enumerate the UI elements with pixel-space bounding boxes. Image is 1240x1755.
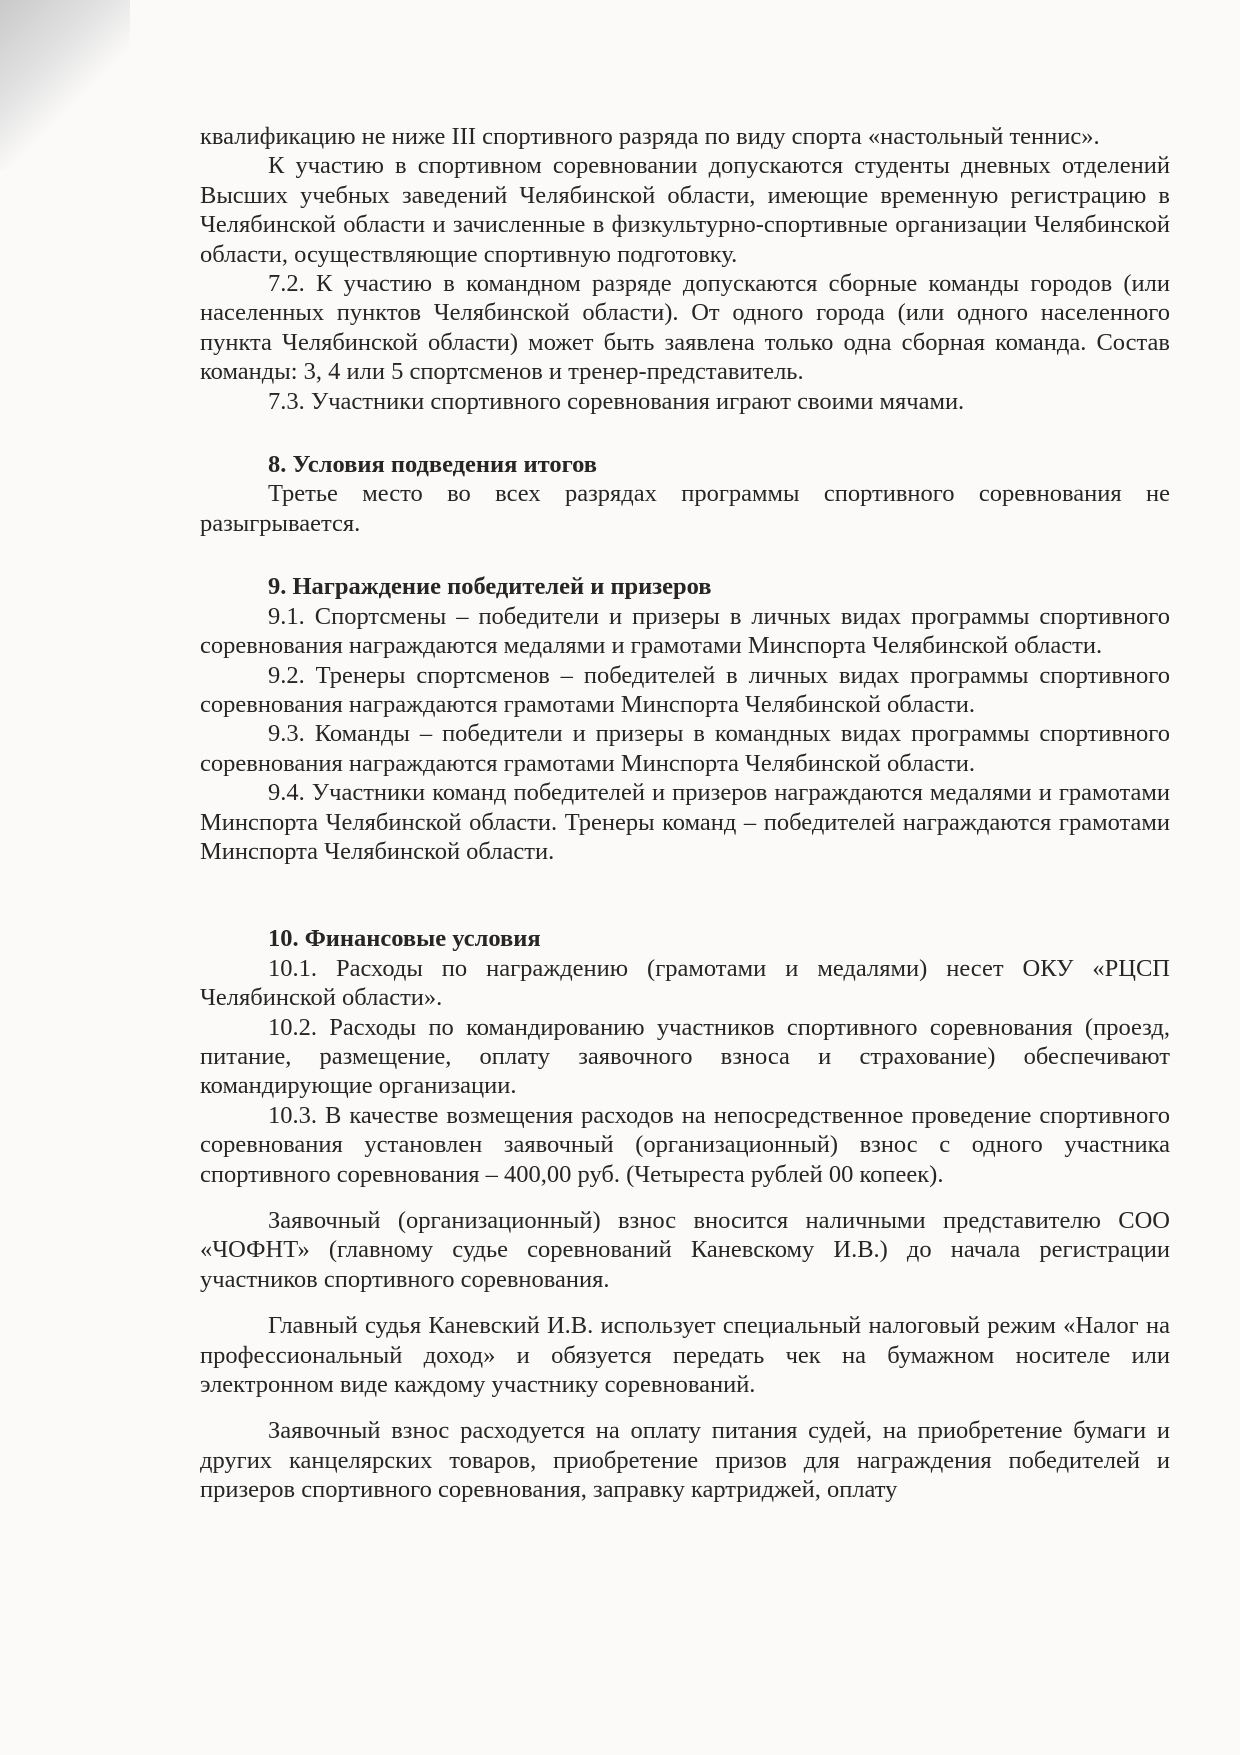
paragraph-third-place: Третье место во всех разрядах программы спортивного соревнования не разыгрывается. xyxy=(200,480,1170,537)
paragraph-9-1: 9.1. Спортсмены – победители и призеры в личных видах программы спортивного соревнования награждаются медалями и грамотами Минспорта Челябинской области. xyxy=(200,602,1170,660)
section-heading-9: 9. Награждение победителей и призеров xyxy=(268,573,712,601)
paragraph-tax-regime: Главный судья Каневский И.В. использует специальный налоговый режим «Налог на профессиональный доход» и обязуется передать чек на бумажном носителе или электронном виде каждому участнику соревнований. xyxy=(200,1312,1170,1399)
paragraph-7-2: 7.2. К участию в командном разряде допускаются сборные команды городов (или населенных пунктов Челябинской области). От одного города (или одного населенного пункта Челябинской области) может быть заявлена только одна сборная команда. Состав команды: 3, 4 или 5 спортсменов и тренер-представитель. xyxy=(200,270,1170,386)
paragraph-10-1: 10.1. Расходы по награждению (грамотами и медалями) несет ОКУ «РЦСП Челябинской области». xyxy=(200,954,1170,1012)
section-heading-10: 10. Финансовые условия xyxy=(268,925,541,953)
paragraph-9-3: 9.3. Команды – победители и призеры в командных видах программы спортивного соревнования награждаются грамотами Минспорта Челябинской области. xyxy=(200,720,1170,777)
paragraph-10-3: 10.3. В качестве возмещения расходов на непосредственное проведение спортивного соревнования установлен заявочный (организационный) взнос с одного участника спортивного соревнования – 400,00 руб. (Четыреста рублей 00 копеек). xyxy=(200,1101,1170,1188)
paragraph-fee-payment: Заявочный (организационный) взнос вносится наличными представителю СОО «ЧОФНТ» (главному судье соревнований Каневскому И.В.) до начала регистрации участников спортивного соревнования. xyxy=(200,1207,1170,1293)
paragraph-qualification: квалификацию не ниже III спортивного разряда по виду спорта «настольный теннис». xyxy=(200,123,1100,150)
paragraph-9-4: 9.4. Участники команд победителей и призеров награждаются медалями и грамотами Минспорта Челябинской области. Тренеры команд – победителей награждаются грамотами Минспорта Челябинской области. xyxy=(200,779,1170,865)
section-heading-8: 8. Условия подведения итогов xyxy=(268,451,598,479)
paragraph-9-2: 9.2. Тренеры спортсменов – победителей в личных видах программы спортивного соревнования награждаются грамотами Минспорта Челябинской области. xyxy=(200,661,1170,718)
paragraph-7-3: 7.3. Участники спортивного соревнования играют своими мячами. xyxy=(268,387,965,415)
paragraph-fee-usage: Заявочный взнос расходуется на оплату питания судей, на приобретение бумаги и других канцелярских товаров, приобретение призов для награждения победителей и призеров спортивного соревнования, заправку картриджей, оплату xyxy=(200,1417,1170,1504)
scan-corner-shadow xyxy=(0,0,130,170)
paragraph-students-admission: К участию в спортивном соревновании допускаются студенты дневных отделений Высших учебных заведений Челябинской области, имеющие временную регистрацию в Челябинской области и зачисленные в физкультурно-спортивные организации Челябинской области, осуществляющие спортивную подготовку. xyxy=(200,152,1170,268)
paragraph-10-2: 10.2. Расходы по командированию участников спортивного соревнования (проезд, питание, размещение, оплату заявочного взноса и страхование) обеспечивают командирующие организации. xyxy=(200,1013,1170,1100)
document-body xyxy=(200,122,1170,1505)
